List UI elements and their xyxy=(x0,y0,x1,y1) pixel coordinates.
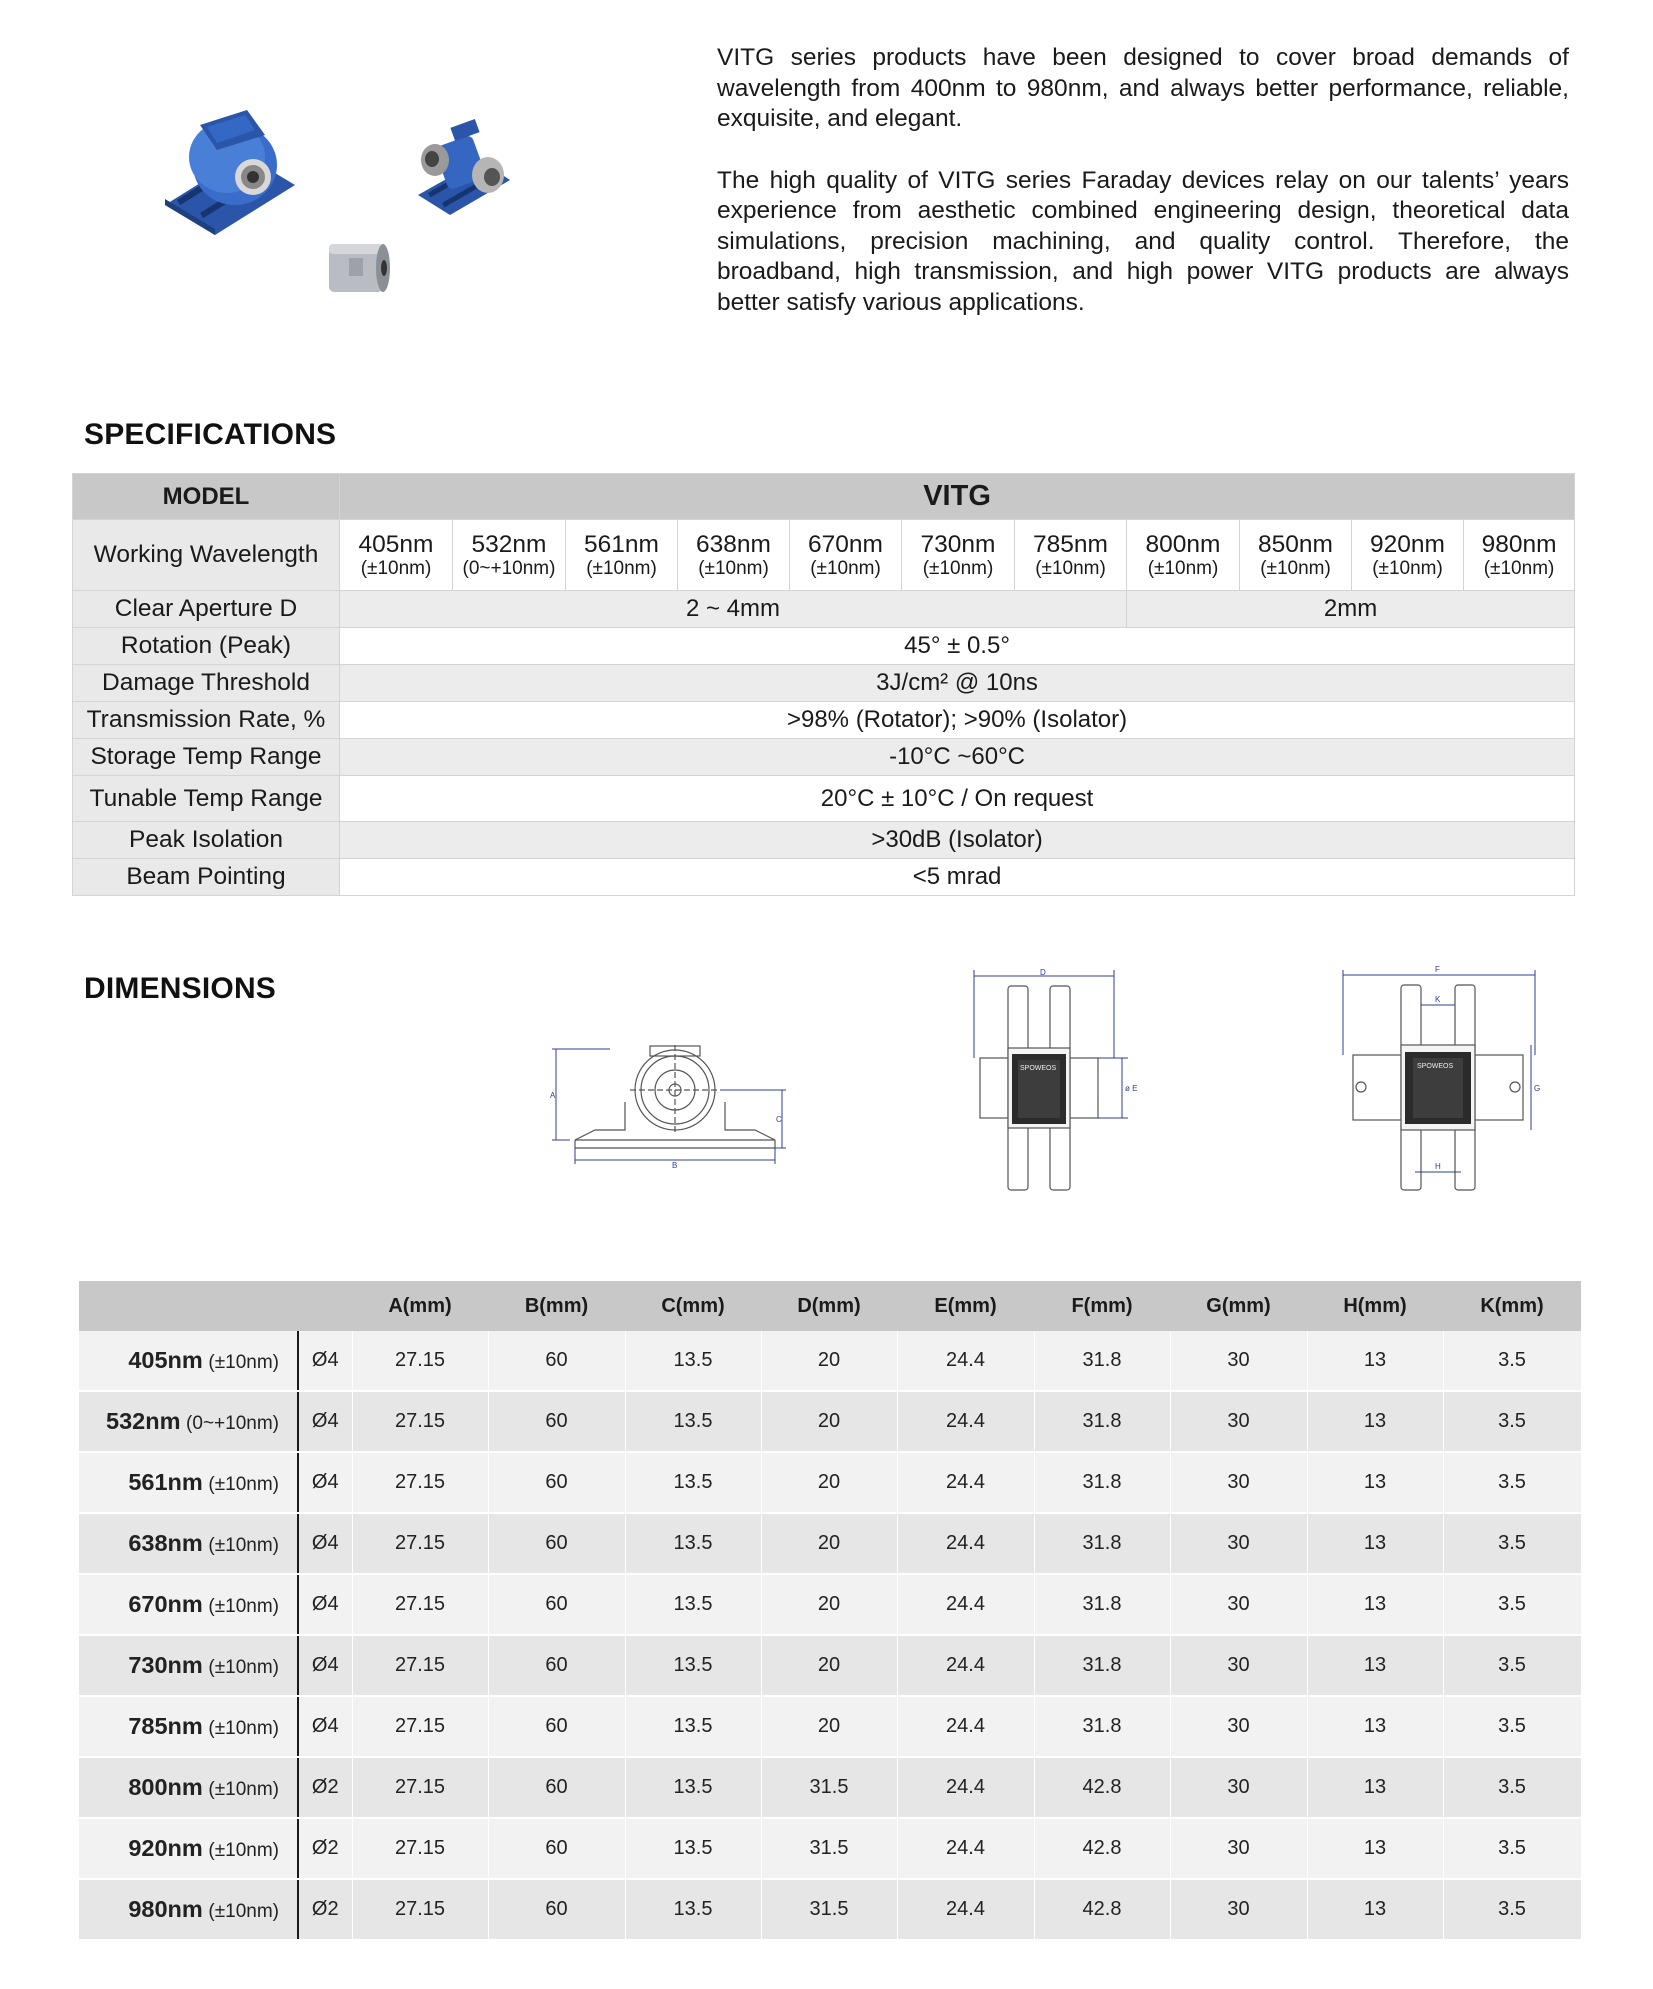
dim-value-cell: 42.8 xyxy=(1034,1818,1170,1879)
dim-value-cell: 30 xyxy=(1170,1452,1307,1513)
transmission-label: Transmission Rate, % xyxy=(73,702,340,739)
spec-row-wavelength xyxy=(73,520,1575,591)
dimensions-title: DIMENSIONS xyxy=(84,972,277,1005)
dim-value-cell: 20 xyxy=(761,1331,897,1391)
dim-aperture-cell: Ø4 xyxy=(298,1513,352,1574)
dim-header-cell: B(mm) xyxy=(488,1281,625,1331)
spec-row-isolation xyxy=(73,822,1575,859)
dim-wavelength: 980nm xyxy=(128,1896,203,1922)
dim-value-cell: 13.5 xyxy=(625,1635,761,1696)
isolation-value: >30dB (Isolator) xyxy=(340,822,1575,859)
rotation-label: Rotation (Peak) xyxy=(73,628,340,665)
dim-aperture-cell: Ø2 xyxy=(298,1879,352,1940)
dim-value-cell: 27.15 xyxy=(352,1757,488,1818)
dim-value-cell: 24.4 xyxy=(897,1696,1034,1757)
dim-value-cell: 27.15 xyxy=(352,1391,488,1452)
dim-table-row xyxy=(79,1696,1581,1757)
product-isolator-large-image xyxy=(155,105,315,235)
dim-value-cell: 42.8 xyxy=(1034,1757,1170,1818)
dim-label-h: H xyxy=(1435,1162,1441,1171)
spec-row-storage xyxy=(73,739,1575,776)
dim-value-cell: 3.5 xyxy=(1443,1513,1581,1574)
dim-value-cell: 13 xyxy=(1307,1757,1443,1818)
dim-value-cell: 30 xyxy=(1170,1635,1307,1696)
dim-value-cell: 13.5 xyxy=(625,1452,761,1513)
wavelength-cell: 730nm (±10nm) xyxy=(902,520,1015,591)
dim-value-cell: 42.8 xyxy=(1034,1879,1170,1940)
dim-value-cell: 27.15 xyxy=(352,1331,488,1391)
dim-value-cell: 20 xyxy=(761,1452,897,1513)
wavelength-cell: 850nm (±10nm) xyxy=(1240,520,1352,591)
dim-value-cell: 27.15 xyxy=(352,1635,488,1696)
dim-value-cell: 13 xyxy=(1307,1331,1443,1391)
transmission-value: >98% (Rotator); >90% (Isolator) xyxy=(340,702,1575,739)
intro-text xyxy=(717,43,1569,349)
dim-value-cell: 30 xyxy=(1170,1513,1307,1574)
dim-value-cell: 24.4 xyxy=(897,1452,1034,1513)
dim-value-cell: 13.5 xyxy=(625,1879,761,1940)
dim-value-cell: 24.4 xyxy=(897,1635,1034,1696)
dim-tolerance: (±10nm) xyxy=(208,1657,279,1678)
dim-table-row xyxy=(79,1757,1581,1818)
dim-value-cell: 20 xyxy=(761,1696,897,1757)
pointing-value: <5 mrad xyxy=(340,859,1575,896)
dim-tolerance: (±10nm) xyxy=(208,1474,279,1495)
dim-value-cell: 20 xyxy=(761,1574,897,1635)
dim-value-cell: 31.5 xyxy=(761,1757,897,1818)
dim-value-cell: 13.5 xyxy=(625,1331,761,1391)
wavelength-cell: 405nm (±10nm) xyxy=(340,520,453,591)
drawing-brand-label: SPOWEOS xyxy=(1417,1063,1454,1070)
dim-value-cell: 24.4 xyxy=(897,1574,1034,1635)
dim-wavelength-cell xyxy=(79,1574,298,1635)
series-name: VITG xyxy=(340,474,1575,520)
dim-aperture-cell: Ø4 xyxy=(298,1635,352,1696)
spec-row-clear-aperture xyxy=(73,591,1575,628)
dim-wavelength-cell xyxy=(79,1635,298,1696)
dim-table-row xyxy=(79,1513,1581,1574)
dim-value-cell: 20 xyxy=(761,1391,897,1452)
dim-tolerance: (±10nm) xyxy=(208,1718,279,1739)
dim-wavelength-cell xyxy=(79,1696,298,1757)
dim-value-cell: 3.5 xyxy=(1443,1696,1581,1757)
dim-label-d: D xyxy=(1040,968,1046,977)
dim-table-row xyxy=(79,1391,1581,1452)
dim-label-a: A xyxy=(550,1091,556,1100)
dim-wavelength: 920nm xyxy=(128,1835,203,1861)
dim-value-cell: 27.15 xyxy=(352,1513,488,1574)
wavelength-label: Working Wavelength xyxy=(73,520,340,591)
dim-value-cell: 31.8 xyxy=(1034,1635,1170,1696)
dim-tolerance: (±10nm) xyxy=(208,1840,279,1861)
storage-label: Storage Temp Range xyxy=(73,739,340,776)
dim-value-cell: 60 xyxy=(488,1331,625,1391)
dim-value-cell: 31.8 xyxy=(1034,1696,1170,1757)
dim-wavelength-cell xyxy=(79,1513,298,1574)
damage-label: Damage Threshold xyxy=(73,665,340,702)
dim-value-cell: 13.5 xyxy=(625,1757,761,1818)
dim-table-row xyxy=(79,1635,1581,1696)
dim-header-cell: C(mm) xyxy=(625,1281,761,1331)
dim-wavelength-cell xyxy=(79,1818,298,1879)
dim-label-e: ø E xyxy=(1125,1084,1138,1093)
dim-value-cell: 30 xyxy=(1170,1696,1307,1757)
dim-table-row xyxy=(79,1879,1581,1940)
wavelength-cell: 800nm (±10nm) xyxy=(1127,520,1240,591)
dim-wavelength: 730nm xyxy=(128,1652,203,1678)
dim-value-cell: 60 xyxy=(488,1452,625,1513)
spec-row-rotation xyxy=(73,628,1575,665)
dim-aperture-cell: Ø4 xyxy=(298,1391,352,1452)
dim-table-row xyxy=(79,1574,1581,1635)
dim-header-cell: F(mm) xyxy=(1034,1281,1170,1331)
dim-wavelength-cell xyxy=(79,1331,298,1391)
dim-wavelength: 532nm xyxy=(106,1408,181,1434)
dim-wavelength-cell xyxy=(79,1879,298,1940)
specifications-title: SPECIFICATIONS xyxy=(84,418,337,451)
dim-wavelength: 670nm xyxy=(128,1591,203,1617)
product-images xyxy=(140,80,560,320)
dim-value-cell: 13 xyxy=(1307,1879,1443,1940)
spec-row-damage xyxy=(73,665,1575,702)
wavelength-cell: 785nm (±10nm) xyxy=(1015,520,1127,591)
product-isolator-small-image xyxy=(410,115,520,225)
storage-value: -10°C ~60°C xyxy=(340,739,1575,776)
dim-value-cell: 27.15 xyxy=(352,1818,488,1879)
wavelength-cell: 980nm (±10nm) xyxy=(1464,520,1575,591)
dim-value-cell: 60 xyxy=(488,1574,625,1635)
dim-tolerance: (±10nm) xyxy=(208,1352,279,1373)
spec-row-tunable xyxy=(73,776,1575,822)
dim-header-cell: A(mm) xyxy=(352,1281,488,1331)
dim-wavelength: 561nm xyxy=(128,1469,203,1495)
dimensions-table xyxy=(79,1281,1582,1941)
dim-value-cell: 27.15 xyxy=(352,1879,488,1940)
dim-header-cell: E(mm) xyxy=(897,1281,1034,1331)
dim-value-cell: 24.4 xyxy=(897,1818,1034,1879)
dim-aperture-cell: Ø2 xyxy=(298,1818,352,1879)
dim-value-cell: 31.5 xyxy=(761,1879,897,1940)
dim-value-cell: 13 xyxy=(1307,1635,1443,1696)
clear-aperture-label: Clear Aperture D xyxy=(73,591,340,628)
intro-paragraph-1: VITG series products have been designed to cover broad demands of wavelength from 400nm to 980nm, and always better performance, reliable, exquisite, and elegant. xyxy=(717,44,1569,132)
dim-value-cell: 31.5 xyxy=(761,1818,897,1879)
dim-value-cell: 3.5 xyxy=(1443,1818,1581,1879)
dim-value-cell: 3.5 xyxy=(1443,1331,1581,1391)
dim-value-cell: 30 xyxy=(1170,1574,1307,1635)
dim-tolerance: (0~+10nm) xyxy=(186,1413,279,1434)
dim-wavelength: 785nm xyxy=(128,1713,203,1739)
dim-value-cell: 24.4 xyxy=(897,1513,1034,1574)
dim-value-cell: 3.5 xyxy=(1443,1452,1581,1513)
dim-value-cell: 31.8 xyxy=(1034,1391,1170,1452)
wavelength-cell: 920nm (±10nm) xyxy=(1352,520,1464,591)
specifications-table xyxy=(72,473,1575,896)
dim-value-cell: 30 xyxy=(1170,1879,1307,1940)
dim-header-cell: G(mm) xyxy=(1170,1281,1307,1331)
dim-value-cell: 30 xyxy=(1170,1331,1307,1391)
dim-value-cell: 13.5 xyxy=(625,1391,761,1452)
dim-value-cell: 31.8 xyxy=(1034,1513,1170,1574)
wavelength-cell: 670nm (±10nm) xyxy=(790,520,902,591)
drawing-side-view xyxy=(1335,960,1545,1195)
wavelength-cell: 532nm (0~+10nm) xyxy=(453,520,566,591)
dim-tolerance: (±10nm) xyxy=(208,1596,279,1617)
dim-value-cell: 13 xyxy=(1307,1574,1443,1635)
drawing-brand-label: SPOWEOS xyxy=(1020,1065,1057,1072)
dim-value-cell: 3.5 xyxy=(1443,1757,1581,1818)
dim-value-cell: 3.5 xyxy=(1443,1635,1581,1696)
dim-label-f: F xyxy=(1435,965,1440,974)
dim-aperture-cell: Ø4 xyxy=(298,1574,352,1635)
dim-table-row xyxy=(79,1452,1581,1513)
dim-wavelength-cell xyxy=(79,1452,298,1513)
model-label: MODEL xyxy=(73,474,340,520)
dim-value-cell: 13 xyxy=(1307,1452,1443,1513)
dim-label-k: K xyxy=(1435,995,1441,1004)
product-rotator-image xyxy=(325,238,395,298)
dim-value-cell: 30 xyxy=(1170,1818,1307,1879)
dim-aperture-cell: Ø4 xyxy=(298,1331,352,1391)
dim-value-cell: 13 xyxy=(1307,1391,1443,1452)
dim-aperture-cell: Ø4 xyxy=(298,1452,352,1513)
dim-wavelength-cell xyxy=(79,1757,298,1818)
dim-value-cell: 13 xyxy=(1307,1513,1443,1574)
dim-value-cell: 60 xyxy=(488,1513,625,1574)
dim-value-cell: 13 xyxy=(1307,1818,1443,1879)
wavelength-cell: 638nm (±10nm) xyxy=(678,520,790,591)
dim-value-cell: 3.5 xyxy=(1443,1879,1581,1940)
dim-value-cell: 60 xyxy=(488,1635,625,1696)
intro-paragraph-2: The high quality of VITG series Faraday devices relay on our talents’ years experience from aesthetic combined engineering design, theoretical data simulations, precision machining, and quality control. Therefore, the broadband, high transmission, and high power VITG products are always better satisfy various applications. xyxy=(717,166,1569,316)
dim-value-cell: 27.15 xyxy=(352,1696,488,1757)
dim-value-cell: 24.4 xyxy=(897,1757,1034,1818)
dim-value-cell: 60 xyxy=(488,1757,625,1818)
dim-value-cell: 24.4 xyxy=(897,1331,1034,1391)
dim-value-cell: 31.8 xyxy=(1034,1574,1170,1635)
dim-value-cell: 30 xyxy=(1170,1391,1307,1452)
dim-value-cell: 24.4 xyxy=(897,1879,1034,1940)
dim-label-g: G xyxy=(1534,1084,1541,1093)
dim-header-row xyxy=(79,1281,1581,1331)
spec-row-pointing xyxy=(73,859,1575,896)
damage-value: 3J/cm² @ 10ns xyxy=(340,665,1575,702)
dim-value-cell: 20 xyxy=(761,1635,897,1696)
dim-value-cell: 27.15 xyxy=(352,1574,488,1635)
dim-wavelength: 405nm xyxy=(128,1347,203,1373)
dim-value-cell: 30 xyxy=(1170,1757,1307,1818)
dim-tolerance: (±10nm) xyxy=(208,1535,279,1556)
isolation-label: Peak Isolation xyxy=(73,822,340,859)
dim-value-cell: 24.4 xyxy=(897,1391,1034,1452)
dim-value-cell: 60 xyxy=(488,1391,625,1452)
dim-value-cell: 31.8 xyxy=(1034,1331,1170,1391)
dim-label-c: C xyxy=(776,1115,782,1124)
drawing-top-view xyxy=(968,968,1138,1193)
dim-header-cell: D(mm) xyxy=(761,1281,897,1331)
dim-value-cell: 3.5 xyxy=(1443,1391,1581,1452)
dim-header-cell: H(mm) xyxy=(1307,1281,1443,1331)
dim-tolerance: (±10nm) xyxy=(208,1901,279,1922)
dim-value-cell: 13.5 xyxy=(625,1818,761,1879)
wavelength-cell: 561nm (±10nm) xyxy=(566,520,678,591)
dim-wavelength-cell xyxy=(79,1391,298,1452)
dim-value-cell: 13.5 xyxy=(625,1696,761,1757)
dim-tolerance: (±10nm) xyxy=(208,1779,279,1800)
rotation-value: 45° ± 0.5° xyxy=(340,628,1575,665)
dim-value-cell: 13.5 xyxy=(625,1574,761,1635)
dim-header-empty xyxy=(79,1281,298,1331)
dim-wavelength: 638nm xyxy=(128,1530,203,1556)
dim-value-cell: 60 xyxy=(488,1818,625,1879)
tunable-label: Tunable Temp Range xyxy=(73,776,340,822)
dim-value-cell: 60 xyxy=(488,1696,625,1757)
dim-value-cell: 31.8 xyxy=(1034,1452,1170,1513)
dim-value-cell: 13 xyxy=(1307,1696,1443,1757)
dim-value-cell: 27.15 xyxy=(352,1452,488,1513)
dim-table-row xyxy=(79,1818,1581,1879)
tunable-value: 20°C ± 10°C / On request xyxy=(340,776,1575,822)
clear-aperture-value-b: 2mm xyxy=(1127,591,1575,628)
dim-table-row xyxy=(79,1331,1581,1391)
dim-value-cell: 13.5 xyxy=(625,1513,761,1574)
dim-value-cell: 60 xyxy=(488,1879,625,1940)
spec-header-row xyxy=(73,474,1575,520)
dim-wavelength: 800nm xyxy=(128,1774,203,1800)
dim-header-cell: K(mm) xyxy=(1443,1281,1581,1331)
dim-aperture-cell: Ø4 xyxy=(298,1696,352,1757)
clear-aperture-value-a: 2 ~ 4mm xyxy=(340,591,1127,628)
dim-header-empty xyxy=(298,1281,352,1331)
dim-label-b: B xyxy=(672,1161,678,1170)
drawing-front-view xyxy=(550,1040,795,1170)
pointing-label: Beam Pointing xyxy=(73,859,340,896)
dim-aperture-cell: Ø2 xyxy=(298,1757,352,1818)
dim-value-cell: 3.5 xyxy=(1443,1574,1581,1635)
spec-row-transmission xyxy=(73,702,1575,739)
dim-value-cell: 20 xyxy=(761,1513,897,1574)
